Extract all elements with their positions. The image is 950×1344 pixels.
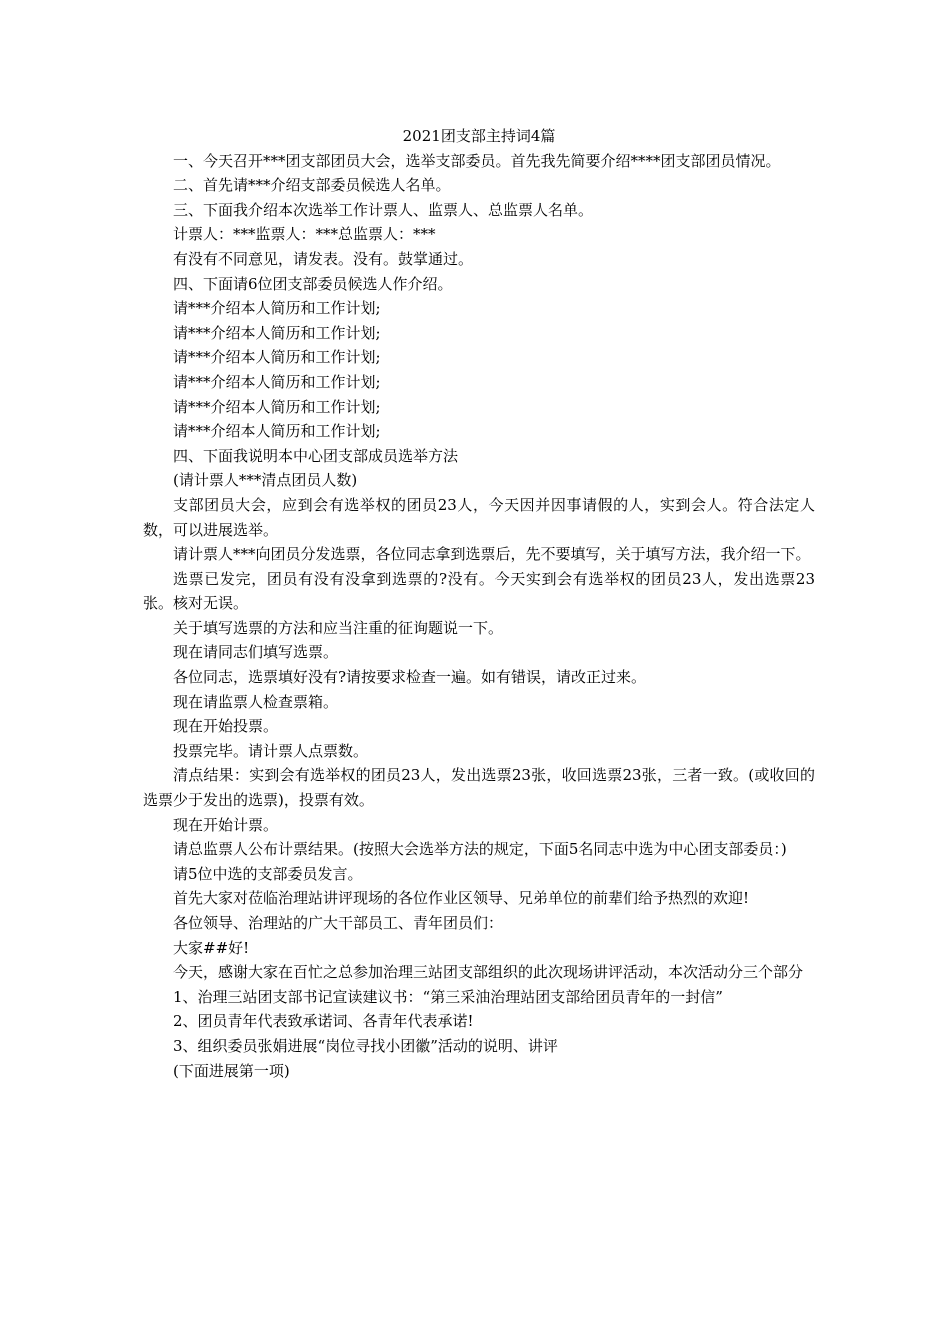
document-body — [143, 149, 815, 1084]
document-paragraph: 1、治理三站团支部书记宣读建议书：“第三采油治理站团支部给团员青年的一封信” — [173, 987, 723, 1006]
document-paragraph: 四、下面我说明本中心团支部成员选举方法 — [173, 446, 459, 465]
document-paragraph: 各位领导、治理站的广大干部员工、青年团员们： — [173, 914, 504, 932]
document-paragraph: 投票完毕。请计票人点票数。 — [173, 741, 369, 760]
document-paragraph: 各位同志，选票填好没有?请按要求检查一遍。如有错误，请改正过来。 — [173, 668, 647, 687]
document-title: 2021团支部主持词4篇 — [402, 127, 556, 145]
document-paragraph: 请***介绍本人简历和工作计划; — [173, 323, 381, 342]
document-paragraph: 请***介绍本人简历和工作计划; — [173, 397, 381, 416]
document-paragraph: 2、团员青年代表致承诺词、各青年代表承诺! — [173, 1012, 474, 1031]
document-paragraph: (下面进展第一项) — [173, 1061, 290, 1080]
document-paragraph: 计票人：***监票人：***总监票人：*** — [173, 225, 436, 244]
document-paragraph: 有没有不同意见，请发表。没有。鼓掌通过。 — [173, 249, 474, 268]
document-paragraph: 二、首先请***介绍支部委员候选人名单。 — [173, 176, 451, 195]
document-paragraph: 请总监票人公布计票结果。(按照大会选举方法的规定，下面5名同志中选为中心团支部委员：) — [173, 840, 787, 859]
document-paragraph: 一、今天召开***团支部团员大会，选举支部委员。首先我先简要介绍****团支部团员情况。 — [173, 151, 781, 170]
document-paragraph: 请***介绍本人简历和工作计划; — [173, 348, 381, 367]
document-paragraph: 现在请同志们填写选票。 — [173, 643, 339, 662]
document-paragraph: 现在开始投票。 — [173, 717, 279, 736]
document-paragraph: (请计票人***清点团员人数) — [173, 471, 358, 490]
document-paragraph: 大家##好! — [173, 938, 250, 957]
document-paragraph: 现在开始计票。 — [173, 815, 279, 834]
document-paragraph: 支部团员大会，应到会有选举权的团员23人，今天因并因事请假的人，实到会人。符合法定人数，可以进展选举。 — [143, 495, 815, 539]
document-paragraph: 选票已发完，团员有没有没拿到选票的?没有。今天实到会有选举权的团员23人，发出选票23张。核对无误。 — [143, 569, 815, 613]
document-paragraph: 关于填写选票的方法和应当注重的征询题说一下。 — [173, 618, 504, 637]
document-paragraph: 今天，感谢大家在百忙之总参加治理三站团支部组织的此次现场讲评活动，本次活动分三个部分 — [173, 963, 804, 982]
document-paragraph: 首先大家对莅临治理站讲评现场的各位作业区领导、兄弟单位的前辈们给予热烈的欢迎! — [173, 889, 750, 908]
document-paragraph: 请***介绍本人简历和工作计划; — [173, 372, 381, 391]
document-paragraph: 三、下面我介绍本次选举工作计票人、监票人、总监票人名单。 — [173, 200, 594, 219]
document-paragraph: 请计票人***向团员分发选票，各位同志拿到选票后，先不要填写，关于填写方法，我介绍一下。 — [173, 545, 811, 564]
document-paragraph: 清点结果：实到会有选举权的团员23人，发出选票23张，收回选票23张，三者一致。(或收回的选票少于发出的选票)，投票有效。 — [143, 766, 815, 810]
document-paragraph: 请5位中选的支部委员发言。 — [173, 864, 363, 883]
document-paragraph: 四、下面请6位团支部委员候选人作介绍。 — [173, 274, 453, 293]
document-page — [143, 124, 815, 1083]
document-paragraph: 3、组织委员张娟进展“岗位寻找小团徽”活动的说明、讲评 — [173, 1036, 558, 1055]
document-paragraph: 请***介绍本人简历和工作计划; — [173, 422, 381, 441]
document-paragraph: 请***介绍本人简历和工作计划; — [173, 299, 381, 318]
document-paragraph: 现在请监票人检查票箱。 — [173, 692, 339, 711]
